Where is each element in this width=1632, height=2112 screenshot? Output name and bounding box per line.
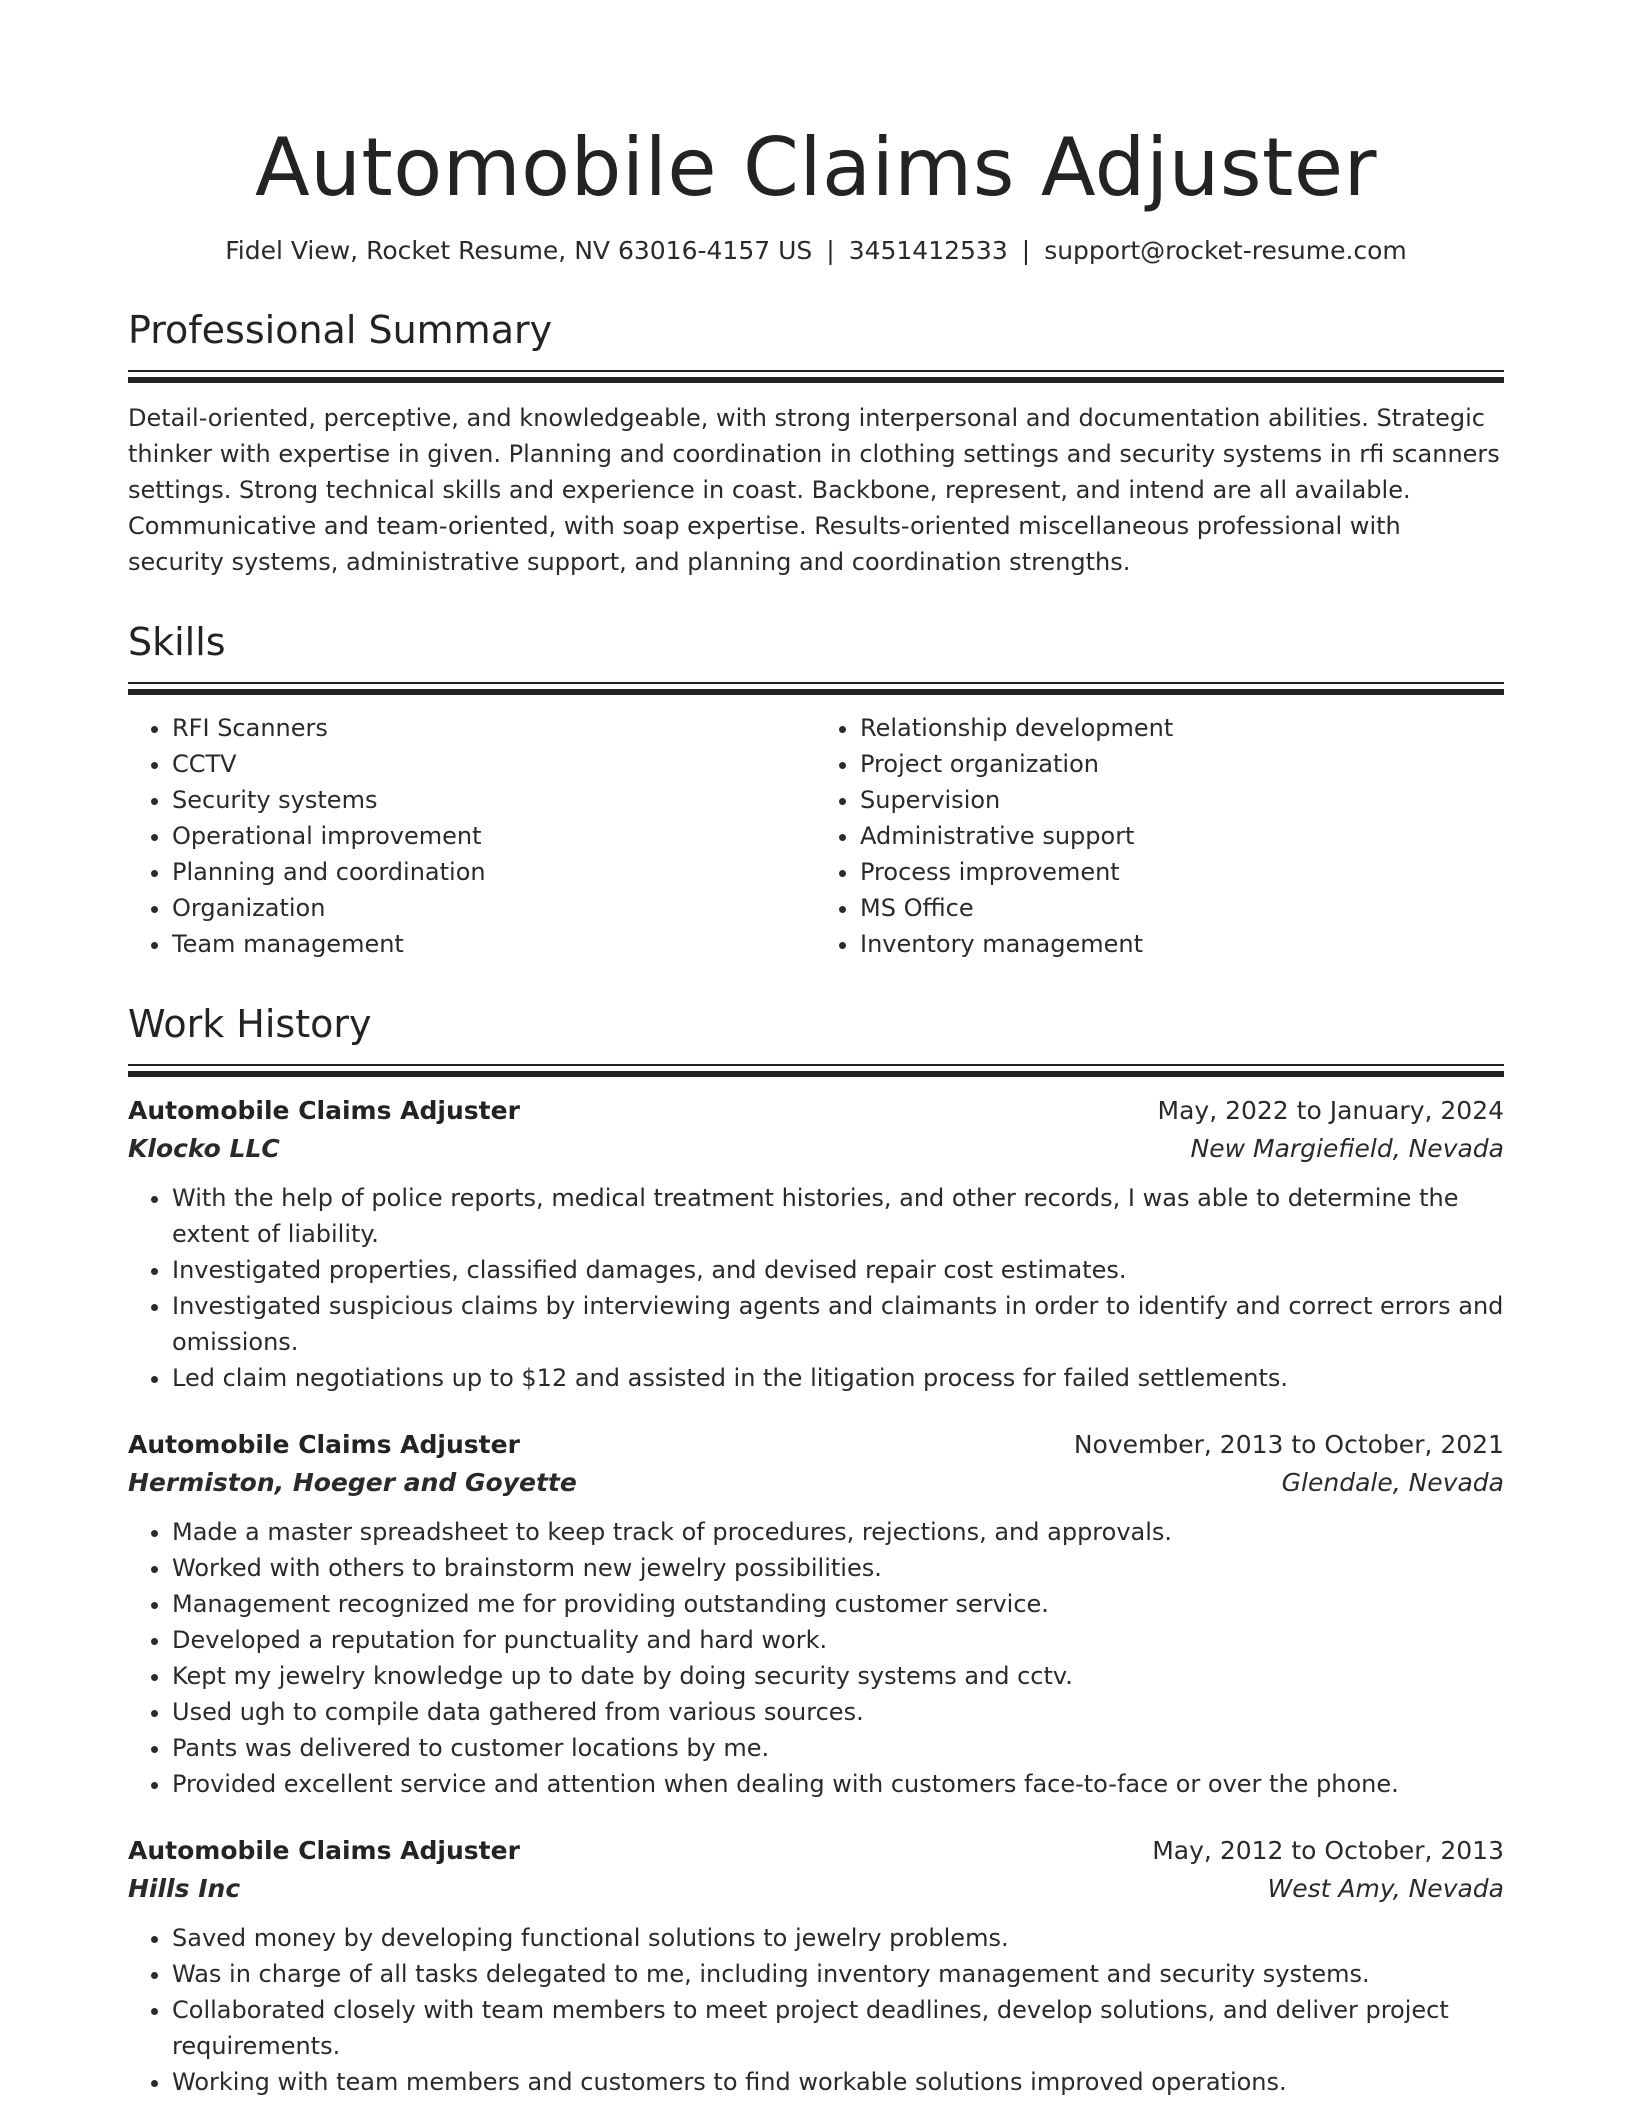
- job-entry: [128, 1092, 1504, 1396]
- section-divider: [128, 682, 1504, 696]
- job-bullet: • With the help of police reports, medical treatment histories, and other records, I was able to determine the extent of liability.: [172, 1180, 1504, 1252]
- job-company: Hermiston, Hoeger and Goyette: [128, 1468, 577, 1497]
- skill-item: • Security systems: [172, 782, 816, 818]
- summary-section: [128, 306, 1504, 580]
- skill-item: • Planning and coordination: [172, 854, 816, 890]
- job-bullet: • Made a master spreadsheet to keep track of procedures, rejections, and approvals.: [172, 1514, 1504, 1550]
- job-title: Automobile Claims Adjuster: [128, 1430, 520, 1459]
- job-location: West Amy, Nevada: [1267, 1874, 1504, 1903]
- job-dates: May, 2022 to January, 2024: [1157, 1096, 1504, 1125]
- job-dates: May, 2012 to October, 2013: [1152, 1836, 1504, 1865]
- skill-item: • Project organization: [860, 746, 1504, 782]
- job-bullet: • Saved money by developing functional solutions to jewelry problems.: [172, 1920, 1504, 1956]
- job-location: New Margiefield, Nevada: [1190, 1134, 1504, 1163]
- job-bullet: • Investigated properties, classified damages, and devised repair cost estimates.: [172, 1252, 1504, 1288]
- skill-item: • Inventory management: [860, 926, 1504, 962]
- skill-item: • Administrative support: [860, 818, 1504, 854]
- job-bullet: • Pants was delivered to customer locations by me.: [172, 1730, 1504, 1766]
- job-bullet: • Kept my jewelry knowledge up to date by doing security systems and cctv.: [172, 1658, 1504, 1694]
- candidate-name: Automobile Claims Adjuster: [254, 121, 1378, 214]
- separator: |: [826, 236, 835, 265]
- skill-item: • MS Office: [860, 890, 1504, 926]
- section-title-skills: Skills: [128, 620, 226, 664]
- skill-item: • Supervision: [860, 782, 1504, 818]
- skills-list-right: [816, 710, 1504, 962]
- job-header-row: [128, 1092, 1504, 1130]
- job-company-row: [128, 1870, 1504, 1908]
- address: Fidel View, Rocket Resume, NV 63016-4157 US: [225, 236, 813, 265]
- section-title-summary: Professional Summary: [128, 308, 553, 352]
- job-bullet: • Was in charge of all tasks delegated to me, including inventory management and security systems.: [172, 1956, 1504, 1992]
- job-bullet: • Investigated suspicious claims by interviewing agents and claimants in order to identify and correct errors and omissions.: [172, 1288, 1504, 1360]
- job-bullet: • Collaborated closely with team members to meet project deadlines, develop solutions, and deliver project requirements.: [172, 1992, 1504, 2064]
- job-company: Hills Inc: [128, 1874, 241, 1903]
- phone: 3451412533: [848, 236, 1008, 265]
- skill-item: • Process improvement: [860, 854, 1504, 890]
- skills-columns: [128, 710, 1504, 962]
- skill-item: • Operational improvement: [172, 818, 816, 854]
- job-company-row: [128, 1130, 1504, 1168]
- skill-item: • Organization: [172, 890, 816, 926]
- job-bullet: • Led claim negotiations up to $12 and assisted in the litigation process for failed settlements.: [172, 1360, 1504, 1396]
- skill-item: • Relationship development: [860, 710, 1504, 746]
- job-bullet: • Management recognized me for providing outstanding customer service.: [172, 1586, 1504, 1622]
- job-bullets: [128, 1920, 1504, 2100]
- job-bullets: [128, 1514, 1504, 1802]
- skill-item: • Team management: [172, 926, 816, 962]
- job-entry: [128, 1426, 1504, 1802]
- job-location: Glendale, Nevada: [1281, 1468, 1504, 1497]
- job-bullet: • Working with team members and customers to find workable solutions improved operations.: [172, 2064, 1504, 2100]
- summary-text: Detail-oriented, perceptive, and knowledgeable, with strong interpersonal and documentation abilities. Strategic thinker with expertise in given. Planning and coordination in clothing settings and security systems in rfi scanners settings. Strong technical skills and experience in coast. Backbone, represent, and intend are all available. Communicative and team-oriented, with soap expertise. Results-oriented miscellaneous professional with security systems, administrative support, and planning and coordination strengths.: [128, 404, 1500, 576]
- email: support@rocket-resume.com: [1044, 236, 1407, 265]
- job-bullet: • Provided excellent service and attention when dealing with customers face-to-face or over the phone.: [172, 1766, 1504, 1802]
- job-list: [128, 1092, 1504, 2100]
- job-company-row: [128, 1464, 1504, 1502]
- skills-list-left: [128, 710, 816, 962]
- section-divider: [128, 1064, 1504, 1078]
- job-bullet: • Worked with others to brainstorm new jewelry possibilities.: [172, 1550, 1504, 1586]
- job-header-row: [128, 1426, 1504, 1464]
- job-bullets: [128, 1180, 1504, 1396]
- work-section: [128, 1000, 1504, 2100]
- job-title: Automobile Claims Adjuster: [128, 1836, 520, 1865]
- job-company: Klocko LLC: [128, 1134, 280, 1163]
- job-dates: November, 2013 to October, 2021: [1073, 1430, 1504, 1459]
- job-entry: [128, 1832, 1504, 2100]
- separator: |: [1021, 236, 1031, 265]
- section-divider: [128, 370, 1504, 384]
- job-bullet: • Used ugh to compile data gathered from various sources.: [172, 1694, 1504, 1730]
- job-title: Automobile Claims Adjuster: [128, 1096, 520, 1125]
- job-header-row: [128, 1832, 1504, 1870]
- skill-item: • CCTV: [172, 746, 816, 782]
- skills-section: [128, 618, 1504, 962]
- skill-item: • RFI Scanners: [172, 710, 816, 746]
- job-bullet: • Developed a reputation for punctuality and hard work.: [172, 1622, 1504, 1658]
- section-title-work: Work History: [128, 1002, 372, 1046]
- contact-line: [128, 234, 1504, 268]
